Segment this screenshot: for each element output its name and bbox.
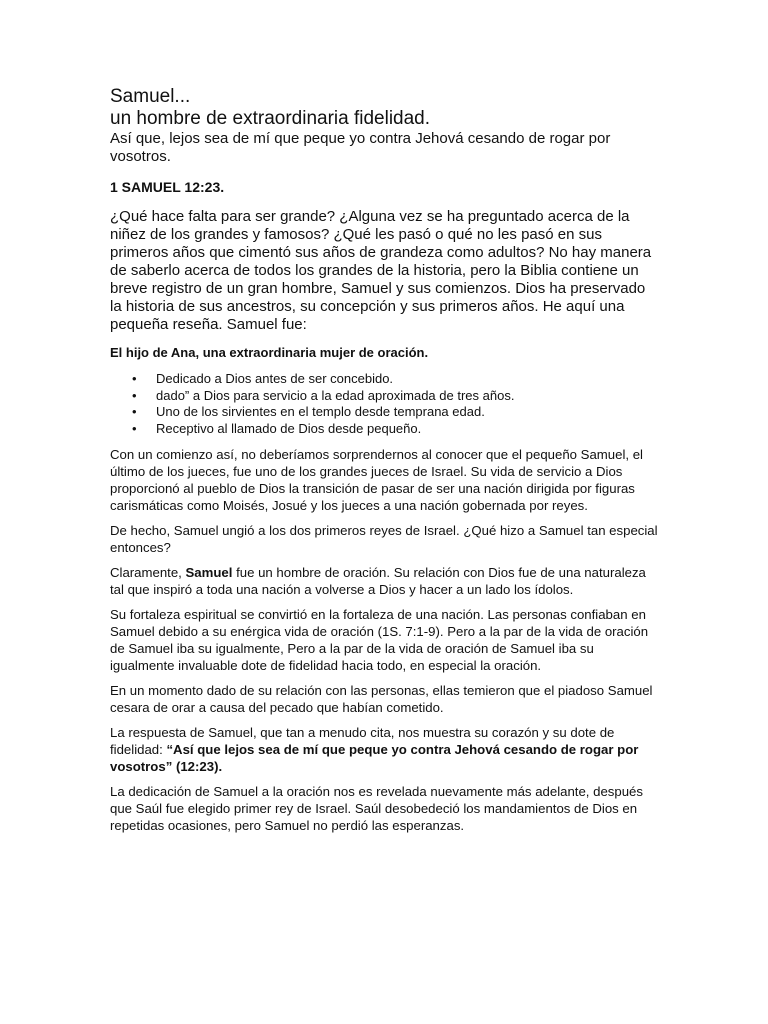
paragraph-6-start: La respuesta de Samuel, que tan a menudo cita, nos muestra su corazón y su dote de fidelidad: (110, 725, 615, 757)
document-body (110, 86, 658, 842)
title-line-2: un hombre de extraordinaria fidelidad. (110, 108, 431, 129)
paragraph-6 (110, 724, 658, 775)
subheading: El hijo de Ana, una extraordinaria mujer de oración. (110, 345, 429, 360)
bullet-list (110, 371, 658, 437)
paragraph-5: En un momento dado de su relación con las personas, ellas temieron que el piadoso Samuel cesara de orar a causa del pecado que habían cometido. (110, 683, 653, 715)
paragraph-3 (110, 564, 658, 598)
paragraph-1: Con un comienzo así, no deberíamos sorprendernos al conocer que el pequeño Samuel, el último de los jueces, fue uno de los grandes jueces de Israel. Su vida de servicio a Dios proporcionó al pueblo de Dios la transición de pasar de ser una nación dirigida por figuras carismáticas como Moisés, Josué y los jueces a una nación gobernada por reyes. (110, 447, 643, 513)
list-item: • Receptivo al llamado de Dios desde pequeño. (110, 421, 658, 438)
paragraph-7: La dedicación de Samuel a la oración nos es revelada nuevamente más adelante, después que Saúl fue elegido primer rey de Israel. Saúl desobedeció los mandamientos de Dios en repetidas ocasiones, pero Samuel no perdió las esperanzas. (110, 784, 643, 833)
paragraph-6-bold-quote: “Así que lejos sea de mí que peque yo contra Jehová cesando de rogar por vosotros” (12:23). (110, 742, 639, 774)
paragraph-4: Su fortaleza espiritual se convirtió en la fortaleza de una nación. Las personas confiaban en Samuel debido a su enérgica vida de oración (1S. 7:1-9). Pero a la par de la vida de oración de Samuel iba su igualmente, Pero a la par de la vida de oración de Samuel iba su igualmente invaluable dote de fidelidad hacia todo, en especial la oración. (110, 607, 649, 673)
paragraph-3-start: Claramente, (110, 565, 186, 580)
list-item: • dado” a Dios para servicio a la edad aproximada de tres años. (110, 388, 658, 405)
lead-quote: Así que, lejos sea de mí que peque yo contra Jehová cesando de rogar por vosotros. (110, 130, 611, 165)
intro-paragraph: ¿Qué hace falta para ser grande? ¿Alguna vez se ha preguntado acerca de la niñez de los grandes y famosos? ¿Qué les pasó o qué no les pasó en sus primeros años que cimentó sus años de grandeza como adultos? No hay manera de saberlo acerca de todos los grandes de la historia, pero la Biblia contiene un breve registro de un gran hombre, Samuel y sus comienzos. Dios ha preservado la historia de sus ancestros, su concepción y sus primeros años. He aquí una pequeña reseña. Samuel fue: (110, 208, 652, 333)
list-item: • Uno de los sirvientes en el templo desde temprana edad. (110, 404, 658, 421)
paragraph-2: De hecho, Samuel ungió a los dos primeros reyes de Israel. ¿Qué hizo a Samuel tan especial entonces? (110, 523, 658, 555)
list-item: • Dedicado a Dios antes de ser concebido. (110, 371, 658, 388)
paragraph-3-end: fue un hombre de oración. Su relación con Dios fue de una naturaleza tal que inspiró a toda una nación a volverse a Dios y hacer a un lado los ídolos. (110, 565, 646, 597)
scripture-reference: 1 SAMUEL 12:23. (110, 179, 225, 195)
title-line-1: Samuel... (110, 86, 191, 107)
paragraph-3-bold: Samuel (185, 565, 233, 580)
